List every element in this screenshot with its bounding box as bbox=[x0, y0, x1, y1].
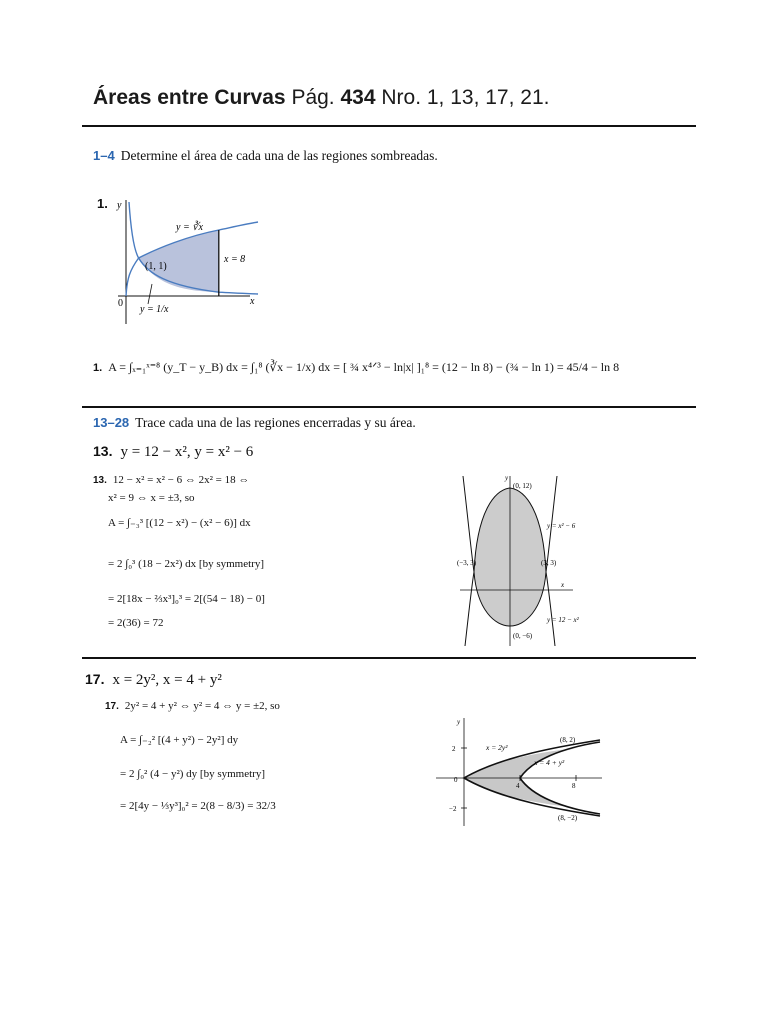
statement-text: y = 12 − x², y = x² − 6 bbox=[120, 444, 254, 460]
solution-line: = 2(36) = 72 bbox=[108, 617, 164, 629]
instruction-text: Trace cada una de las regiones encerradas y su área. bbox=[135, 415, 416, 430]
label-point: (1, 1) bbox=[145, 261, 167, 272]
solution-line: = 2 ∫₀³ (18 − 2x²) dx [by symmetry] bbox=[108, 558, 264, 570]
label-tick-4: 4 bbox=[516, 782, 520, 790]
solution-text: A = ∫ₓ₌₁ˣ⁼⁸ (y_T − y_B) dx = ∫₁⁸ (∛x − 1/x) dx = [ ¾ x⁴ᐟ³ − ln|x| ]₁⁸ = (12 − ln 8) − (¾ − ln 1) = 45/4 − ln 8 bbox=[108, 360, 620, 374]
label-tick-8: 8 bbox=[572, 782, 576, 790]
solution-line: x² = 9 ⇔ x = ±3, so bbox=[108, 492, 195, 504]
label-point-top: (8, 2) bbox=[560, 736, 576, 744]
solution-line: = 2[18x − ⅔x³]₀³ = 2[(54 − 18) − 0] bbox=[108, 593, 265, 605]
label-tick-2: 2 bbox=[452, 745, 456, 753]
statement-text: x = 2y², x = 4 + y² bbox=[112, 672, 222, 688]
instruction-text: Determine el área de cada una de las regiones sombreadas. bbox=[120, 148, 438, 163]
label-tick-neg2: −2 bbox=[449, 805, 457, 813]
section-range: 13–28 bbox=[93, 415, 130, 430]
solution-text: 12 − x² = x² − 6 ⇔ 2x² = 18 ⇔ bbox=[112, 474, 250, 486]
divider bbox=[82, 406, 696, 408]
label-y-axis: y bbox=[117, 200, 122, 211]
section-range: 1–4 bbox=[93, 148, 115, 163]
problem1-graph bbox=[108, 192, 268, 332]
label-curve-left: x = 2y² bbox=[486, 743, 508, 752]
label-curve-top: y = ∛x bbox=[176, 222, 203, 233]
solution-line: A = ∫₋₂² [(4 + y²) − 2y²] dy bbox=[120, 734, 239, 746]
label-curve-right: x = 4 + y² bbox=[534, 758, 565, 767]
problem17-statement bbox=[85, 671, 222, 689]
label-point-bottom: (8, −2) bbox=[558, 814, 578, 822]
arrow-to-point bbox=[148, 284, 152, 304]
label-x-axis: x bbox=[250, 296, 255, 307]
label-line: x = 8 bbox=[224, 254, 246, 265]
solution-line bbox=[105, 700, 280, 712]
problem13-statement bbox=[93, 443, 253, 461]
title-bold: Áreas entre Curvas bbox=[93, 86, 286, 109]
page-title bbox=[93, 86, 549, 110]
label-origin: 0 bbox=[118, 298, 123, 309]
section-instruction bbox=[93, 148, 438, 164]
solution-line: = 2 ∫₀² (4 − y²) dy [by symmetry] bbox=[120, 768, 265, 780]
solution-line: A = ∫₋₃³ [(12 − x²) − (x² − 6)] dx bbox=[108, 517, 251, 529]
label-lower-curve: y = 12 − x² bbox=[547, 616, 579, 624]
problem17-graph bbox=[432, 712, 607, 830]
section-instruction bbox=[93, 415, 416, 431]
label-y-axis: y bbox=[505, 474, 509, 482]
solution-line: = 2[4y − ⅓y³]₀² = 2(8 − 8/3) = 32/3 bbox=[120, 800, 276, 812]
solution-number: 13. bbox=[93, 475, 107, 486]
label-upper-curve: y = x² − 6 bbox=[547, 522, 576, 530]
label-x-axis: x bbox=[561, 581, 565, 589]
solution-number: 17. bbox=[105, 701, 119, 712]
label-curve-bottom: y = 1/x bbox=[140, 304, 169, 315]
solution-line bbox=[93, 474, 249, 486]
problem-number: 1. bbox=[93, 362, 103, 374]
problem13-graph bbox=[455, 470, 605, 650]
problem-number: 1. bbox=[97, 196, 108, 211]
label-left-point: (−3, 3) bbox=[457, 559, 477, 567]
divider bbox=[82, 657, 696, 659]
problem-number: 17. bbox=[85, 671, 105, 687]
problem1-solution bbox=[93, 360, 619, 375]
title-page-number: 434 bbox=[340, 86, 376, 109]
title-part: Nro. 1, 13, 17, 21. bbox=[375, 86, 550, 109]
label-bottom-point: (0, −6) bbox=[513, 632, 533, 640]
problem-number: 13. bbox=[93, 443, 113, 459]
label-right-point: (3, 3) bbox=[541, 559, 557, 567]
title-part: Pág. bbox=[285, 86, 341, 109]
label-top-point: (0, 12) bbox=[513, 482, 532, 490]
divider bbox=[82, 125, 696, 127]
solution-text: 2y² = 4 + y² ⇔ y² = 4 ⇔ y = ±2, so bbox=[124, 700, 280, 712]
label-origin: 0 bbox=[454, 776, 458, 784]
label-y-axis: y bbox=[457, 718, 461, 726]
